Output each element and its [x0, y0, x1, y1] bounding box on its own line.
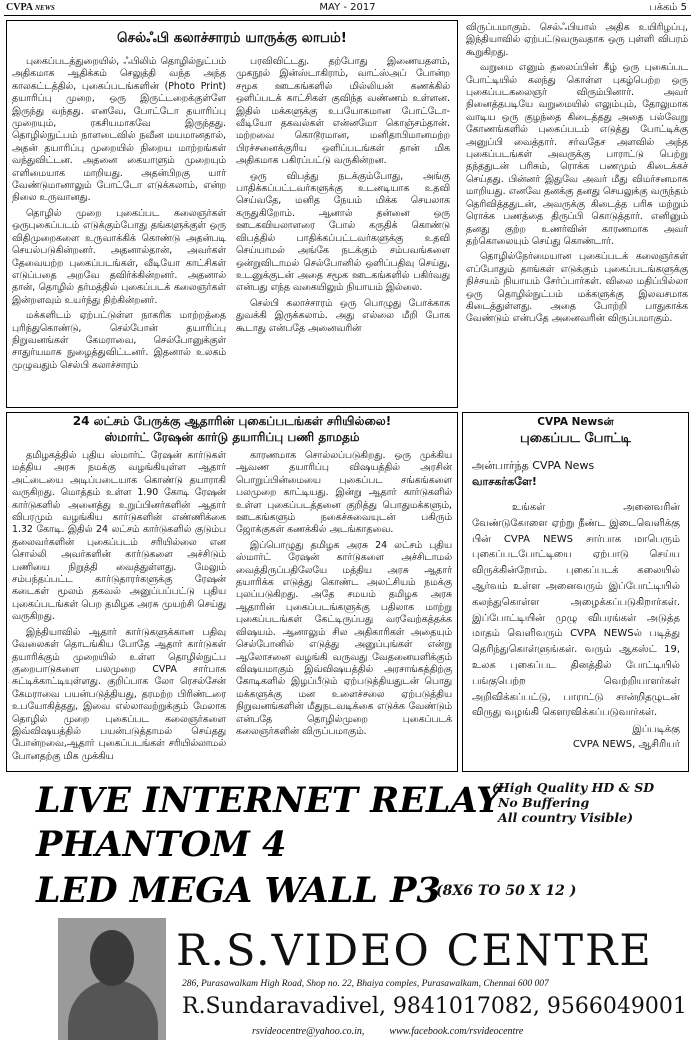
paragraph: செல்பி கலாச்சாரம் ஒரு பொழுது போக்காக துவக்கி இருக்கலாம். அது எல்லை மீறி போக கூடாது என்பதே அனைவரின் — [236, 297, 450, 334]
contest-signoff — [472, 722, 680, 752]
contest-label: CVPA Newsன் — [537, 416, 614, 428]
paragraph: ஒரு விபத்து நடக்கும்போது, அங்கு பாதிக்கப்பட்டவர்களுக்கு உடனடியாக உதவி செய்வதே, மனித நேயம் மிக்க செயலாக கருதுகிறோம். ஆனால் தன்னை ஒரு ஊடகவியலாளரை போல் கருதிக் கொண்டு விபத்தில் பாதிக்கப்பட்டவர்களுக்கு உதவி செய்யாமல் அங்கே நடக்கும் சம்பவங்களை ஒன்றுவிடாமல் செல்போனில் ஒளிப்பதிவு செய்து, உடனுக்குடன் அதை சமூக ஊடகங்களில் பகிர்வது என்பது எந்த வகையிலும் நியாயம் இல்லை. — [236, 170, 450, 294]
brand-name: CVPA — [6, 2, 33, 13]
greeting-line2: வாசகர்களே! — [472, 475, 537, 488]
header-rule — [4, 15, 691, 16]
signoff-line2: CVPA NEWS, ஆசிரியர் — [572, 739, 680, 750]
photo-body — [68, 980, 158, 1040]
article-aadhaar-col1 — [12, 450, 226, 768]
proprietor-photo — [58, 918, 166, 1040]
ad-line2: PHANTOM 4 — [36, 824, 287, 865]
ad-company-name: R.S.VIDEO CENTRE — [176, 926, 653, 976]
ad-contact: R.Sundaravadivel, 9841017082, 9566049001 — [182, 994, 687, 1019]
article-selfie-col1 — [12, 56, 226, 406]
paragraph: இப்பொழுது தமிழக அரசு 24 லட்சம் புதிய ஸ்மார்ட் ரேஷன் கார்டுகளை அச்சிடாமல் வைத்திருப்பதிலேயே மத்திய அரசு ஆதார் தயாரிக்க எடுத்து கொண்ட அலட்சியம் நமக்கு புலப்படுகிறது. அதே சமயம் தமிழக அரசு ஆதாரின் புகைப்படங்களுக்கு பதிலாக மாற்று புகைப்படங்கள் கேட்டிருப்பது வரவேற்கத்தக்க விஷயம். ஆனாலும் சில அதிகாரிகள் அதையும் செல்போனில் எடுத்து அனுப்புங்கள் என்று ஆலோசனை வழங்கி வருவது வேதனையளிக்கும் விஷயமாகும் இவ்விஷயத்தில் அரசாங்கத்திற்கு கோடிகளில் இழப்பீடும் ஏற்படுத்தியதுடன் பொது மக்களுக்கு மன உளைச்சலை ஏற்படுத்திய நிறுவனங்களின் மீதுநடவடிக்கை எடுக்க வேண்டும் என்பதே தொழில்முறை புகைப்படக் கலைஞர்களின் விருப்பமாகும். — [236, 539, 452, 737]
paragraph: விருப்பமாகும். செல்ஃபியால் அதிக உயிரிழப்பு, இந்தியாவில் ஏற்பட்டுவருவதாக ஒரு புள்ளி விபரம் கூறுகிறது. — [466, 22, 688, 58]
paragraph: தொழில்நேர்மையான புகைப்படக் கலைஞர்கள் எப்போதும் தாங்கள் எடுக்கும் புகைப்படங்களுக்கு நிச்சயம் நியாயம் சேர்ப்பார்கள். விலை மதிப்பில்லா ஒரு தொழில்நுட்பம் மக்களுக்கு இலவசமாக கிடைத்துள்ளது. அதை போற்றி பாதுகாக்க வேண்டும் என்பதே அனைவரின் விருப்பமாகும். — [466, 251, 688, 325]
paragraph: வறுமை எனும் தலைப்பின் கீழ் ஒரு புகைப்பட போட்டியில் கலந்து கொள்ள புகழ்பெற்ற ஒரு புகைப்படகலைஞர் விரும்பினார். அவர் நினைத்தபடியே வறுமையில் எலும்பும், தோலுமாக வாடிய ஒரு குழந்தை கிடைத்தது அதை பல்வேறு கோணங்களில் புகைப்படம் எடுத்து போட்டிக்கு அனுப்பி வைத்தார். சர்வதேச அளவில் அந்த புகைப்படங்கள் அவருக்கு பாராட்டு பெற்று தந்ததுடன் பரிசும், ரொக்க பணமும் கிடைக்கச் செய்தது. பின்னர் இதுவே அவர் மீது விமர்சனமாக மாறியது. எனவே தனக்கு தனது செயலுக்கு வருந்தம் தெரிவித்ததுடன், அவருக்கு கிடைத்த பரிசு மற்றும் ரொக்க பணத்தை திருப்பி கொடுத்தார். எனினும் தனது குற்ற உணர்வின் காரணமாக அவர் தற்கொலையும் செய்து கொண்டார். — [466, 62, 688, 247]
page-header — [0, 0, 695, 16]
article-selfie-title: செல்ஃபி கலாச்சாரம் யாருக்கு லாபம்! — [117, 30, 347, 46]
paragraph: காரணமாக சொல்லப்படுகிறது. ஒரு முக்கிய ஆவண தயாரிப்பு விஷயத்தில் அரசின் பொறுப்பின்மையை புகைப்பட சங்கங்களை பலமுறை காட்டியது. இன்று ஆதார் கார்டுகளில் உள்ள புகைப்படத்தனை குறித்து பொதுமக்களும், ஊடகங்களும் நகைச்சுவையுடன் பகிரும் ஜோக்குகள் கணக்கில் அடங்காதவை. — [236, 450, 452, 536]
ad-line1: LIVE INTERNET RELAY — [36, 780, 501, 821]
paragraph: இந்தியாவில் ஆதார் கார்டுகளுக்கான பதிவு வேலைகள் தொடங்கிய போதே ஆதார் கார்டுகள் தயாரிக்கும் முறையில் உள்ள தொழில்நுட்ப குறைபாடுகளை பலமுறை CVPA சார்பாக சுட்டிக்காட்டியுள்ளது. குறிப்பாக லோ ரெசல்சேன் கேமராவை பயன்படுத்தியது, தரமற்ற பிரிண்டரை உபயோகித்தது, இவை எல்லாவற்றுக்கும் மேலாக தொழில் முறை புகைப்பட கலைஞர்களை இவ்விஷயத்தில் பயன்படுத்தாமல் செய்தது போன்றவை,ஆதார் புகைப்படங்கள் சரியில்லாமல் போனதற்கு மிக முக்கிய — [12, 626, 226, 762]
article-selfie-col3 — [466, 22, 688, 408]
contest-title: புகைப்பட போட்டி — [520, 431, 631, 446]
brand-suffix: NEWS — [34, 4, 55, 12]
issue-date: MAY - 2017 — [319, 2, 376, 13]
article-selfie-col2 — [236, 56, 450, 406]
ad-line3: LED MEGA WALL P3 — [36, 870, 441, 911]
page-number: பக்கம் 5 — [649, 2, 687, 13]
paragraph: உங்கள் அனைவரின் வேண்டுகோளை ஏற்று நீண்ட இடைவெளிக்கு பின் CVPA NEWS சார்பாக மாபெரும் புகைப்படபோட்டியை ஏற்பாடு செய்ய விருக்கின்றோம். புகைப்படக் கலையில் ஆர்வம் உள்ள அனைவரும் இப்போட்டியில் கலந்துகொள்ள அழைக்கப்படுகிறார்கள். இப்போட்டியின் முழு விபரங்கள் அடுத்த மாதம் வெளிவரும் CVPA NEWSல் படித்து தெரிந்துகொள்ளுங்கள். வரும் ஆகஸ்ட் 19, உலக புகைப்பட தினத்தில் போட்டியில் பங்குபெற்ற வெற்றியாளர்கள் அறிவிக்கப்பட்டு, பாராட்டு சான்றிதழுடன் விருது வழங்கி கௌரவிக்கப்படுவார்கள். — [472, 502, 680, 719]
contest-greeting — [472, 458, 680, 490]
article-aadhaar-subtitle: ஸ்மார்ட் ரேஷன் கார்டு தயாரிப்பு பணி தாமதம் — [104, 430, 360, 444]
ad-web — [252, 1026, 523, 1037]
contest-body — [472, 500, 680, 720]
paragraph: பரவிவிட்டது. தற்போது இணையதளம், முகநூல் இன்ஸ்டாகிராம், வாட்ஸ்அப் போன்ற சமூக ஊடகங்களில் மில்லியன் கணக்கில் ஒளிப்படக் காட்சிகள் குவிந்த வண்ணம் உள்ளன. இதில் மக்களுக்கு உபயோகமான போட்டோ-வீடியோ தகவல்கள் என்னமோ கொஞ்சம்தான். மற்றவை கொடூரமான, மனிதாபிமானமற்ற பிரச்சனைக்குரிய ஒளிப்படங்கள் தான் மிக அதிகமாக பகிரப்பட்டு வருகின்றன. — [236, 56, 450, 167]
article-aadhaar-col2 — [236, 450, 452, 768]
paragraph: தொழில் முறை புகைப்பட கலைஞர்கள் ஒருபுகைப்படம் எடுக்கும்போது தங்களுக்குள் ஒரு விதிமுறைகளை உருவாக்கிக் கொண்டு அதன்படி செயல்படுகின்றனர். அதனால்தான், அவர்கள் தேவையற்ற புகைப்படங்கள், வீடியோ காட்சிகள் எடுப்பதை அறவே தவிர்க்கின்றனர். அதனால் தான், தொழில் தர்மத்தில் புகைப்படக் கலைஞர்கள் இன்றளவும் உயர்ந்து நிற்கின்றனர். — [12, 207, 226, 306]
advertisement — [6, 776, 689, 1044]
ad-note2: No Buffering — [498, 795, 590, 810]
paragraph: தமிழகத்தில் புதிய ஸ்மார்ட் ரேஷன் கார்டுகள் மத்திய அரசு நமக்கு வழங்கியுள்ள ஆதார் அட்டையை அடிப்படையாக கொண்டு தயாராகி வருகிறது. மொத்தம் உள்ள 1.90 கோடி ரேஷன் கார்டுகளில் அனைத்து உறுப்பினர்களின் ஆதார் விபரமும் வழங்கிய கார்டுகளின் எண்ணிக்கை 1.32 கோடி. இதில் 24 லட்சம் கார்டுகளில் குடும்ப தலைவர்களின் புகைப்படம் சரியில்லை என சொல்லி அவர்களின் கார்டுகளை அச்சிடும் பணியை நிறுத்தி வைத்துள்ளது. மேலும் சம்பந்தப்பட்ட கார்டுதாரர்களுக்கு ரேஷன் கடைகள் மூலம் தகவல் அனுப்பப்பட்டு புதிய புகைப்படங்கள் பெற தமிழக அரசு முயற்சி செய்து வருகிறது. — [12, 450, 226, 623]
paragraph: மக்களிடம் ஏற்பட்டுள்ள நாகரிக மாற்றத்தை புரிந்துகொண்டு, செல்போன் தயாரிப்பு நிறுவனங்கள் கேமராவை, செல்போனுக்குள் சாதுர்யமாக நுழைத்துவிட்டனர். இதனால் உலகம் முழுவதும் செல்பி கலாச்சாரம் — [12, 310, 226, 371]
ad-address: 286, Purasawalkam High Road, Shop no. 22, Bhaiya comples, Purasawalkam, Chennai 600 007 — [182, 979, 549, 989]
ad-email[interactable]: rsvideocentre@yahoo.co.in, — [252, 1026, 365, 1037]
ad-note3: All country Visible) — [498, 810, 634, 825]
greeting-line1: அன்பார்ந்த CVPA News — [472, 459, 595, 472]
signoff-line1: இப்படிக்கு — [632, 724, 680, 735]
paragraph: புகைப்படத்துறையில், ஃபிலிம் தொழில்நுட்பம் அதிகமாக ஆதிக்கம் செலுத்தி வந்த அந்த காலகட்டத்தில், புகைப்படங்களின் (Photo Print) தயாரிப்பு முறை, ஒரு இருட்டறைக்குள்ளே இருந்து வந்தது. எனவே, போட்டோ தயாரிப்பு முறையும், ரகசியமாகவே இருந்தது. தொழில்நுட்பம் நாளடைவில் நவீன மயமானதால், அதன் தயாரிப்பு முறையில் நிறைய மாற்றங்கள் வந்துவிட்டன. அதனை கையாளும் முறையும் எளிமையாக மாறியது. அதன்பிறகு யார் வேண்டுமானாலும் போட்டோ எடுக்கலாம், என்ற நிலை உருவானது. — [12, 56, 226, 204]
ad-quality-note — [492, 780, 654, 825]
ad-note1: (High Quality HD & SD — [492, 780, 655, 795]
ad-size-note: (8X6 TO 50 X 12 ) — [436, 883, 577, 899]
article-aadhaar-title: 24 லட்சம் பேருக்கு ஆதாரின் புகைப்படங்கள் சரியில்லை! — [72, 414, 392, 428]
photo-face — [90, 930, 134, 986]
ad-facebook-link[interactable]: www.facebook.com/rsvideocentre — [389, 1026, 524, 1037]
